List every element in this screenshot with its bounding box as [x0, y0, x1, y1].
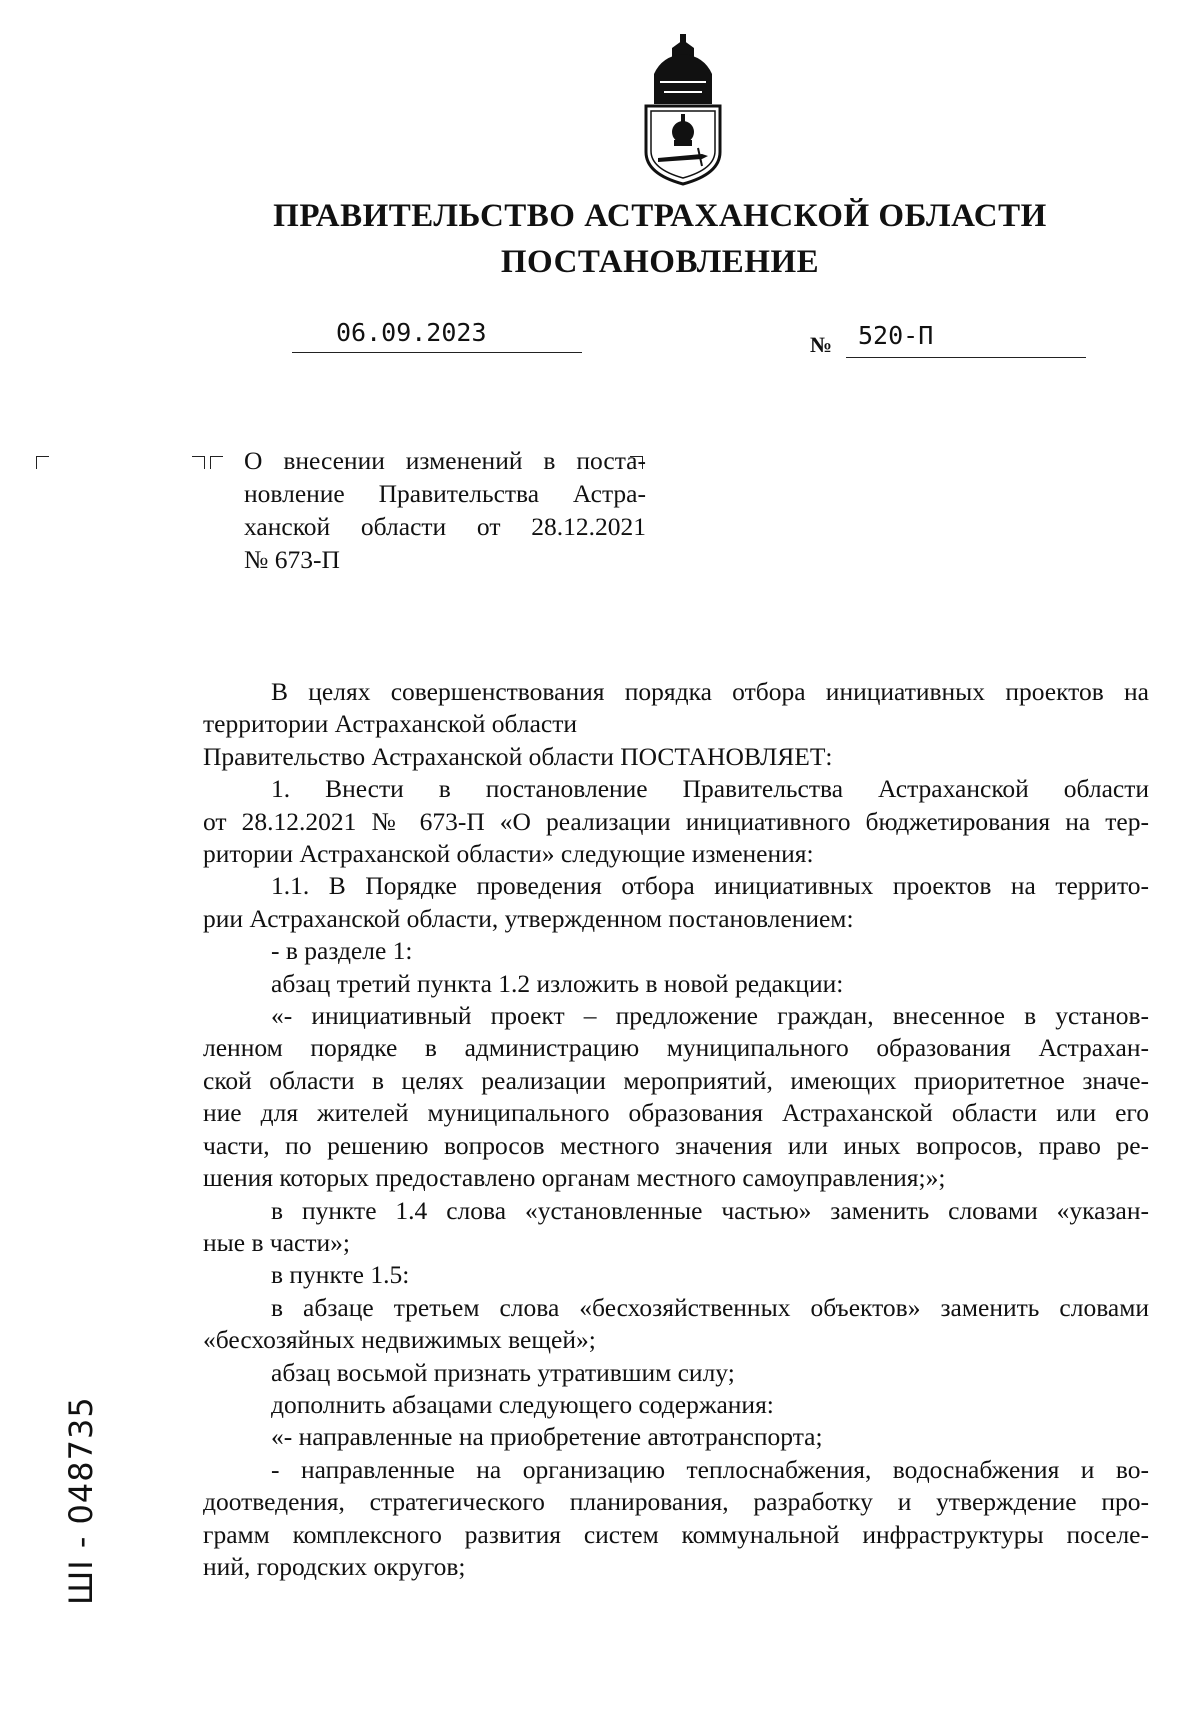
body-line: ний, городских округов; — [203, 1551, 466, 1581]
body-line: в пункте 1.5: — [271, 1260, 410, 1290]
body-line: абзац восьмой признать утратившим силу; — [271, 1357, 735, 1387]
body-line: доотведения, стратегического планирования, разработку и утверждение про- — [203, 1487, 1149, 1517]
body-line: дополнить абзацами следующего содержания: — [271, 1389, 774, 1419]
body-line: В целях совершенствования порядка отбора инициативных проектов на — [271, 677, 1149, 706]
document-subject — [244, 444, 646, 576]
body-line: грамм комплексного развития систем коммунальной инфраструктуры поселе- — [203, 1519, 1149, 1549]
body-line: ние для жителей муниципального образования Астраханской области или его — [203, 1098, 1149, 1128]
number-label: № — [810, 332, 833, 357]
corner-mark-left — [36, 456, 49, 469]
document-type-title: ПОСТАНОВЛЕНИЕ — [500, 244, 820, 280]
body-line: абзац третий пункта 1.2 изложить в новой редакции: — [271, 968, 844, 998]
document-body — [203, 676, 1149, 1583]
body-line: «- инициативный проект – предложение граждан, внесенное в установ- — [271, 1001, 1149, 1031]
body-line: рии Астраханской области, утвержденном постановлением: — [203, 903, 854, 933]
body-line: ленном порядке в администрацию муниципального образования Астрахан- — [203, 1033, 1149, 1063]
document-number: 520-П — [858, 321, 934, 350]
body-line: ской области в целях реализации мероприятий, имеющих приоритетное значе- — [203, 1065, 1149, 1095]
body-line: в пункте 1.4 слова «установленные частью» заменить словами «указан- — [271, 1195, 1149, 1225]
subject-line: № 673-П — [244, 545, 340, 574]
form-serial-number: ШI - 048735 — [62, 1396, 100, 1605]
organization-title: ПРАВИТЕЛЬСТВО АСТРАХАНСКОЙ ОБЛАСТИ — [273, 198, 1047, 234]
body-line: «- направленные на приобретение автотранспорта; — [271, 1422, 823, 1452]
body-line: шения которых предоставлено органам местного самоуправления;»; — [203, 1163, 946, 1193]
subject-line: О внесении изменений в поста- — [244, 446, 646, 475]
corner-mark-subject-left — [210, 456, 223, 469]
body-line: в абзаце третьем слова «бесхозяйственных объектов» заменить словами — [271, 1292, 1149, 1322]
subject-line: ханской области от 28.12.2021 — [244, 512, 646, 541]
body-line: ные в части»; — [203, 1227, 350, 1257]
body-line: Правительство Астраханской области ПОСТАНОВЛЯЕТ: — [203, 741, 833, 771]
body-line: территории Астраханской области — [203, 709, 578, 739]
body-line: 1.1. В Порядке проведения отбора инициативных проектов на террито- — [271, 871, 1149, 901]
body-line: - направленные на организацию теплоснабжения, водоснабжения и во- — [271, 1454, 1149, 1484]
subject-line: новление Правительства Астра- — [244, 479, 646, 508]
body-line: от 28.12.2021 № 673-П «О реализации инициативного бюджетирования на тер- — [203, 806, 1149, 836]
body-line: 1. Внести в постановление Правительства Астраханской области — [271, 774, 1149, 804]
corner-mark-subject-right-a — [192, 456, 205, 469]
body-line: части, по решению вопросов местного значения или иных вопросов, право ре- — [203, 1130, 1149, 1160]
coat-of-arms-emblem — [642, 34, 724, 186]
number-underline — [846, 357, 1086, 358]
body-line: ритории Астраханской области» следующие изменения: — [203, 839, 814, 869]
body-line: «бесхозяйных недвижимых вещей»; — [203, 1325, 596, 1355]
document-date: 06.09.2023 — [336, 318, 487, 347]
date-underline — [292, 352, 582, 353]
body-line: - в разделе 1: — [271, 936, 413, 966]
